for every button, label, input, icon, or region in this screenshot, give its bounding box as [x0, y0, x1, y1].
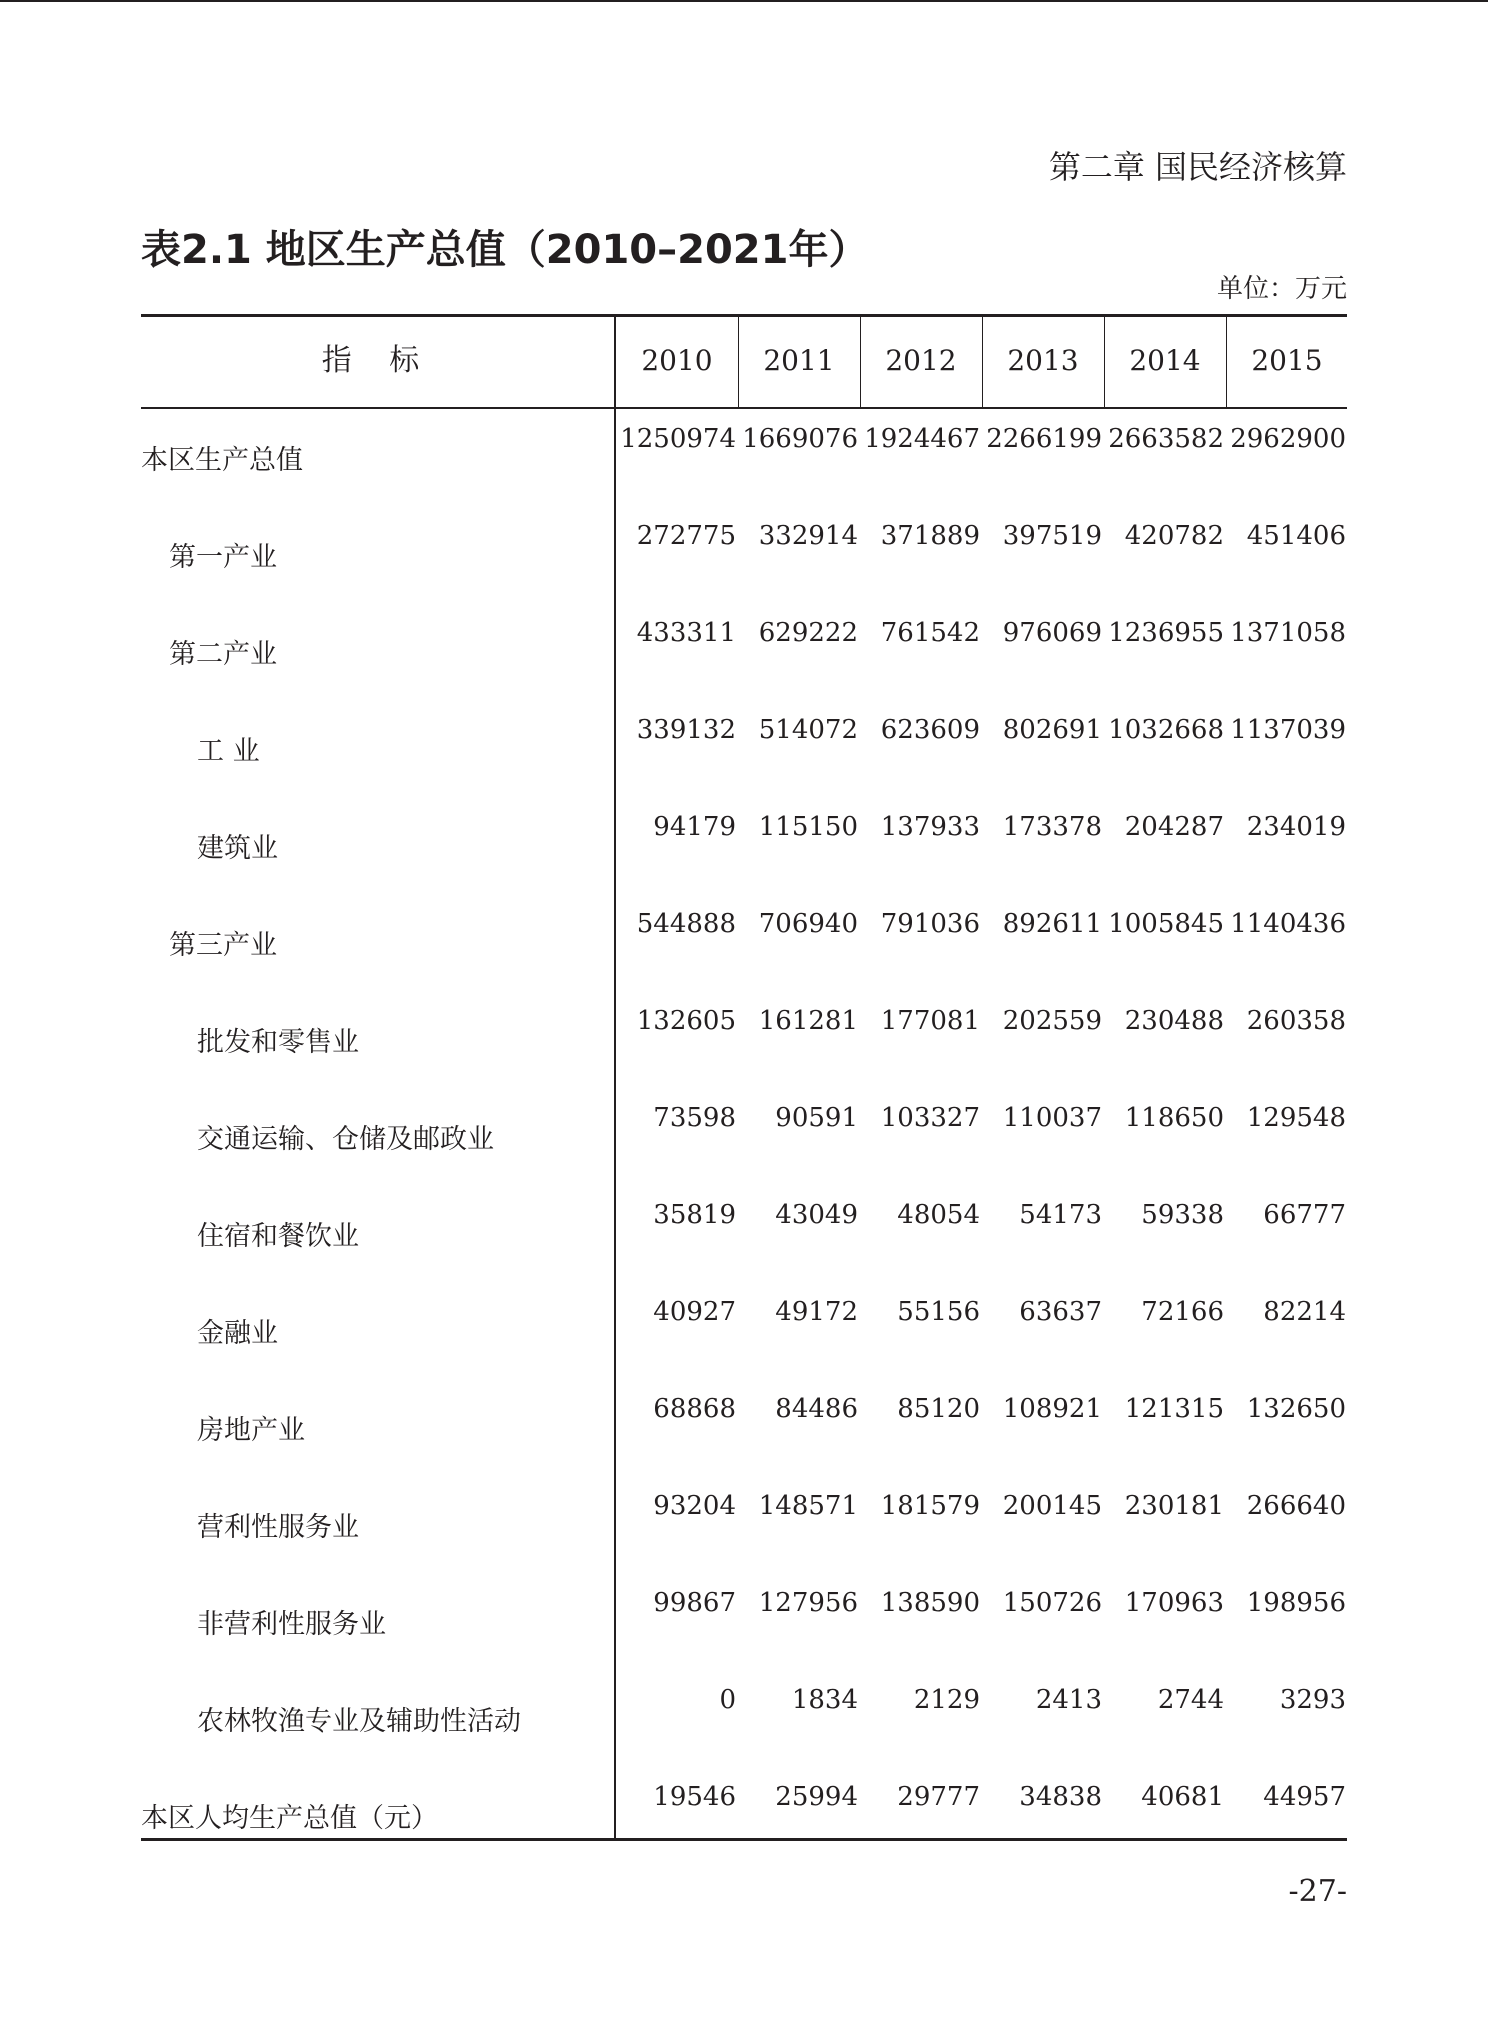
table-cell: 397519 [1002, 521, 1102, 551]
table-cell: 73598 [653, 1103, 736, 1133]
table-row [141, 507, 1347, 604]
row-label: 营利性服务业 [197, 1512, 359, 1543]
row-label: 房地产业 [197, 1415, 305, 1446]
table-row [141, 410, 1347, 507]
row-label: 第一产业 [169, 542, 277, 573]
table-cell: 43049 [775, 1200, 858, 1230]
table-cell: 110037 [1002, 1103, 1102, 1133]
table-cell: 976069 [1002, 618, 1102, 648]
table-cell: 84486 [775, 1394, 858, 1424]
table-cell: 272775 [636, 521, 736, 551]
table-cell: 332914 [758, 521, 858, 551]
header-column-separator [1104, 317, 1105, 407]
table-cell: 132650 [1246, 1394, 1346, 1424]
table-cell: 1032668 [1108, 715, 1224, 745]
top-border-line [0, 0, 1488, 2]
table-cell: 99867 [653, 1588, 736, 1618]
row-label: 交通运输、仓储及邮政业 [197, 1124, 494, 1155]
table-cell: 115150 [758, 812, 858, 842]
table-cell: 629222 [758, 618, 858, 648]
table-cell: 433311 [636, 618, 736, 648]
table-cell: 260358 [1246, 1006, 1346, 1036]
table-cell: 1371058 [1230, 618, 1346, 648]
table-cell: 514072 [758, 715, 858, 745]
row-label: 住宿和餐饮业 [197, 1221, 359, 1252]
table-cell: 371889 [880, 521, 980, 551]
table-cell: 339132 [636, 715, 736, 745]
page-number: -27- [1288, 1874, 1347, 1909]
table-cell: 49172 [775, 1297, 858, 1327]
table-cell: 82214 [1263, 1297, 1346, 1327]
table-row [141, 1283, 1347, 1380]
table-cell: 121315 [1124, 1394, 1224, 1424]
table-cell: 103327 [880, 1103, 980, 1133]
table-cell: 29777 [897, 1782, 980, 1812]
table-cell: 108921 [1002, 1394, 1102, 1424]
table-cell: 25994 [775, 1782, 858, 1812]
table-cell: 94179 [653, 812, 736, 842]
table-cell: 2129 [913, 1685, 980, 1715]
year-header: 2015 [1251, 344, 1323, 377]
table-cell: 1140436 [1230, 909, 1346, 939]
table-cell: 202559 [1002, 1006, 1102, 1036]
table-row [141, 1574, 1347, 1671]
table-cell: 118650 [1124, 1103, 1224, 1133]
year-header: 2011 [763, 344, 835, 377]
table-cell: 234019 [1246, 812, 1346, 842]
row-label: 批发和零售业 [197, 1027, 359, 1058]
table-cell: 40927 [653, 1297, 736, 1327]
table-cell: 63637 [1019, 1297, 1102, 1327]
row-label: 农林牧渔专业及辅助性活动 [197, 1706, 521, 1737]
table-cell: 623609 [880, 715, 980, 745]
table-cell: 90591 [775, 1103, 858, 1133]
table-row [141, 1671, 1347, 1768]
year-header: 2012 [885, 344, 957, 377]
table-cell: 420782 [1124, 521, 1224, 551]
table-cell: 72166 [1141, 1297, 1224, 1327]
header-bottom-rule [141, 407, 1347, 409]
table-cell: 177081 [880, 1006, 980, 1036]
table-row [141, 1089, 1347, 1186]
table-cell: 170963 [1124, 1588, 1224, 1618]
row-label: 金融业 [197, 1318, 278, 1349]
indicator-column-header: 指 标 [321, 343, 434, 378]
chapter-heading: 第二章 国民经济核算 [1048, 148, 1347, 186]
table-cell: 230181 [1124, 1491, 1224, 1521]
header-column-separator [982, 317, 983, 407]
table-cell: 44957 [1263, 1782, 1346, 1812]
table-cell: 48054 [897, 1200, 980, 1230]
table-cell: 85120 [897, 1394, 980, 1424]
row-label: 第三产业 [169, 930, 277, 961]
table-cell: 706940 [758, 909, 858, 939]
table-cell: 19546 [653, 1782, 736, 1812]
table-cell: 892611 [1002, 909, 1102, 939]
table-row [141, 1477, 1347, 1574]
table-cell: 1250974 [620, 424, 736, 454]
table-cell: 127956 [758, 1588, 858, 1618]
table-cell: 0 [719, 1685, 736, 1715]
table-cell: 161281 [758, 1006, 858, 1036]
table-cell: 150726 [1002, 1588, 1102, 1618]
year-header: 2014 [1129, 344, 1201, 377]
table-cell: 34838 [1019, 1782, 1102, 1812]
table-cell: 1924467 [864, 424, 980, 454]
table-cell: 1669076 [742, 424, 858, 454]
table-cell: 2962900 [1230, 424, 1346, 454]
row-label: 本区生产总值 [141, 445, 303, 476]
unit-label: 单位：万元 [1216, 274, 1347, 304]
table-cell: 132605 [636, 1006, 736, 1036]
table-cell: 93204 [653, 1491, 736, 1521]
table-cell: 54173 [1019, 1200, 1102, 1230]
table-cell: 40681 [1141, 1782, 1224, 1812]
table-cell: 544888 [636, 909, 736, 939]
header-column-separator [860, 317, 861, 407]
table-cell: 230488 [1124, 1006, 1224, 1036]
table-cell: 137933 [880, 812, 980, 842]
table-cell: 173378 [1002, 812, 1102, 842]
table-row [141, 1186, 1347, 1283]
table-cell: 66777 [1263, 1200, 1346, 1230]
table-cell: 2663582 [1108, 424, 1224, 454]
table-cell: 138590 [880, 1588, 980, 1618]
table-row [141, 895, 1347, 992]
table-cell: 1834 [791, 1685, 858, 1715]
header-column-separator [1226, 317, 1227, 407]
table-cell: 761542 [880, 618, 980, 648]
table-cell: 1236955 [1108, 618, 1224, 648]
table-cell: 1005845 [1108, 909, 1224, 939]
row-label: 第二产业 [169, 639, 277, 670]
table-row [141, 1380, 1347, 1477]
year-header: 2013 [1007, 344, 1079, 377]
table-cell: 35819 [653, 1200, 736, 1230]
table-cell: 451406 [1246, 521, 1346, 551]
year-header: 2010 [641, 344, 713, 377]
table-cell: 204287 [1124, 812, 1224, 842]
table-cell: 181579 [880, 1491, 980, 1521]
table-cell: 2744 [1157, 1685, 1224, 1715]
table-row [141, 1768, 1347, 1865]
row-label: 非营利性服务业 [197, 1609, 386, 1640]
table-cell: 129548 [1246, 1103, 1346, 1133]
table-cell: 791036 [880, 909, 980, 939]
table-cell: 68868 [653, 1394, 736, 1424]
table-cell: 148571 [758, 1491, 858, 1521]
table-cell: 266640 [1246, 1491, 1346, 1521]
table-cell: 1137039 [1230, 715, 1346, 745]
row-label: 建筑业 [197, 833, 278, 864]
row-label: 工 业 [197, 736, 260, 767]
table-cell: 3293 [1279, 1685, 1346, 1715]
table-row [141, 701, 1347, 798]
table-row [141, 992, 1347, 1089]
table-cell: 59338 [1141, 1200, 1224, 1230]
table-cell: 802691 [1002, 715, 1102, 745]
table-cell: 198956 [1246, 1588, 1346, 1618]
row-label: 本区人均生产总值（元） [141, 1803, 438, 1834]
gdp-table [141, 314, 1347, 1841]
header-column-separator [738, 317, 739, 407]
table-title: 表2.1 地区生产总值（2010–2021年） [141, 227, 869, 273]
table-cell: 2413 [1035, 1685, 1102, 1715]
table-row [141, 604, 1347, 701]
table-row [141, 798, 1347, 895]
table-cell: 2266199 [986, 424, 1102, 454]
table-cell: 55156 [897, 1297, 980, 1327]
table-cell: 200145 [1002, 1491, 1102, 1521]
